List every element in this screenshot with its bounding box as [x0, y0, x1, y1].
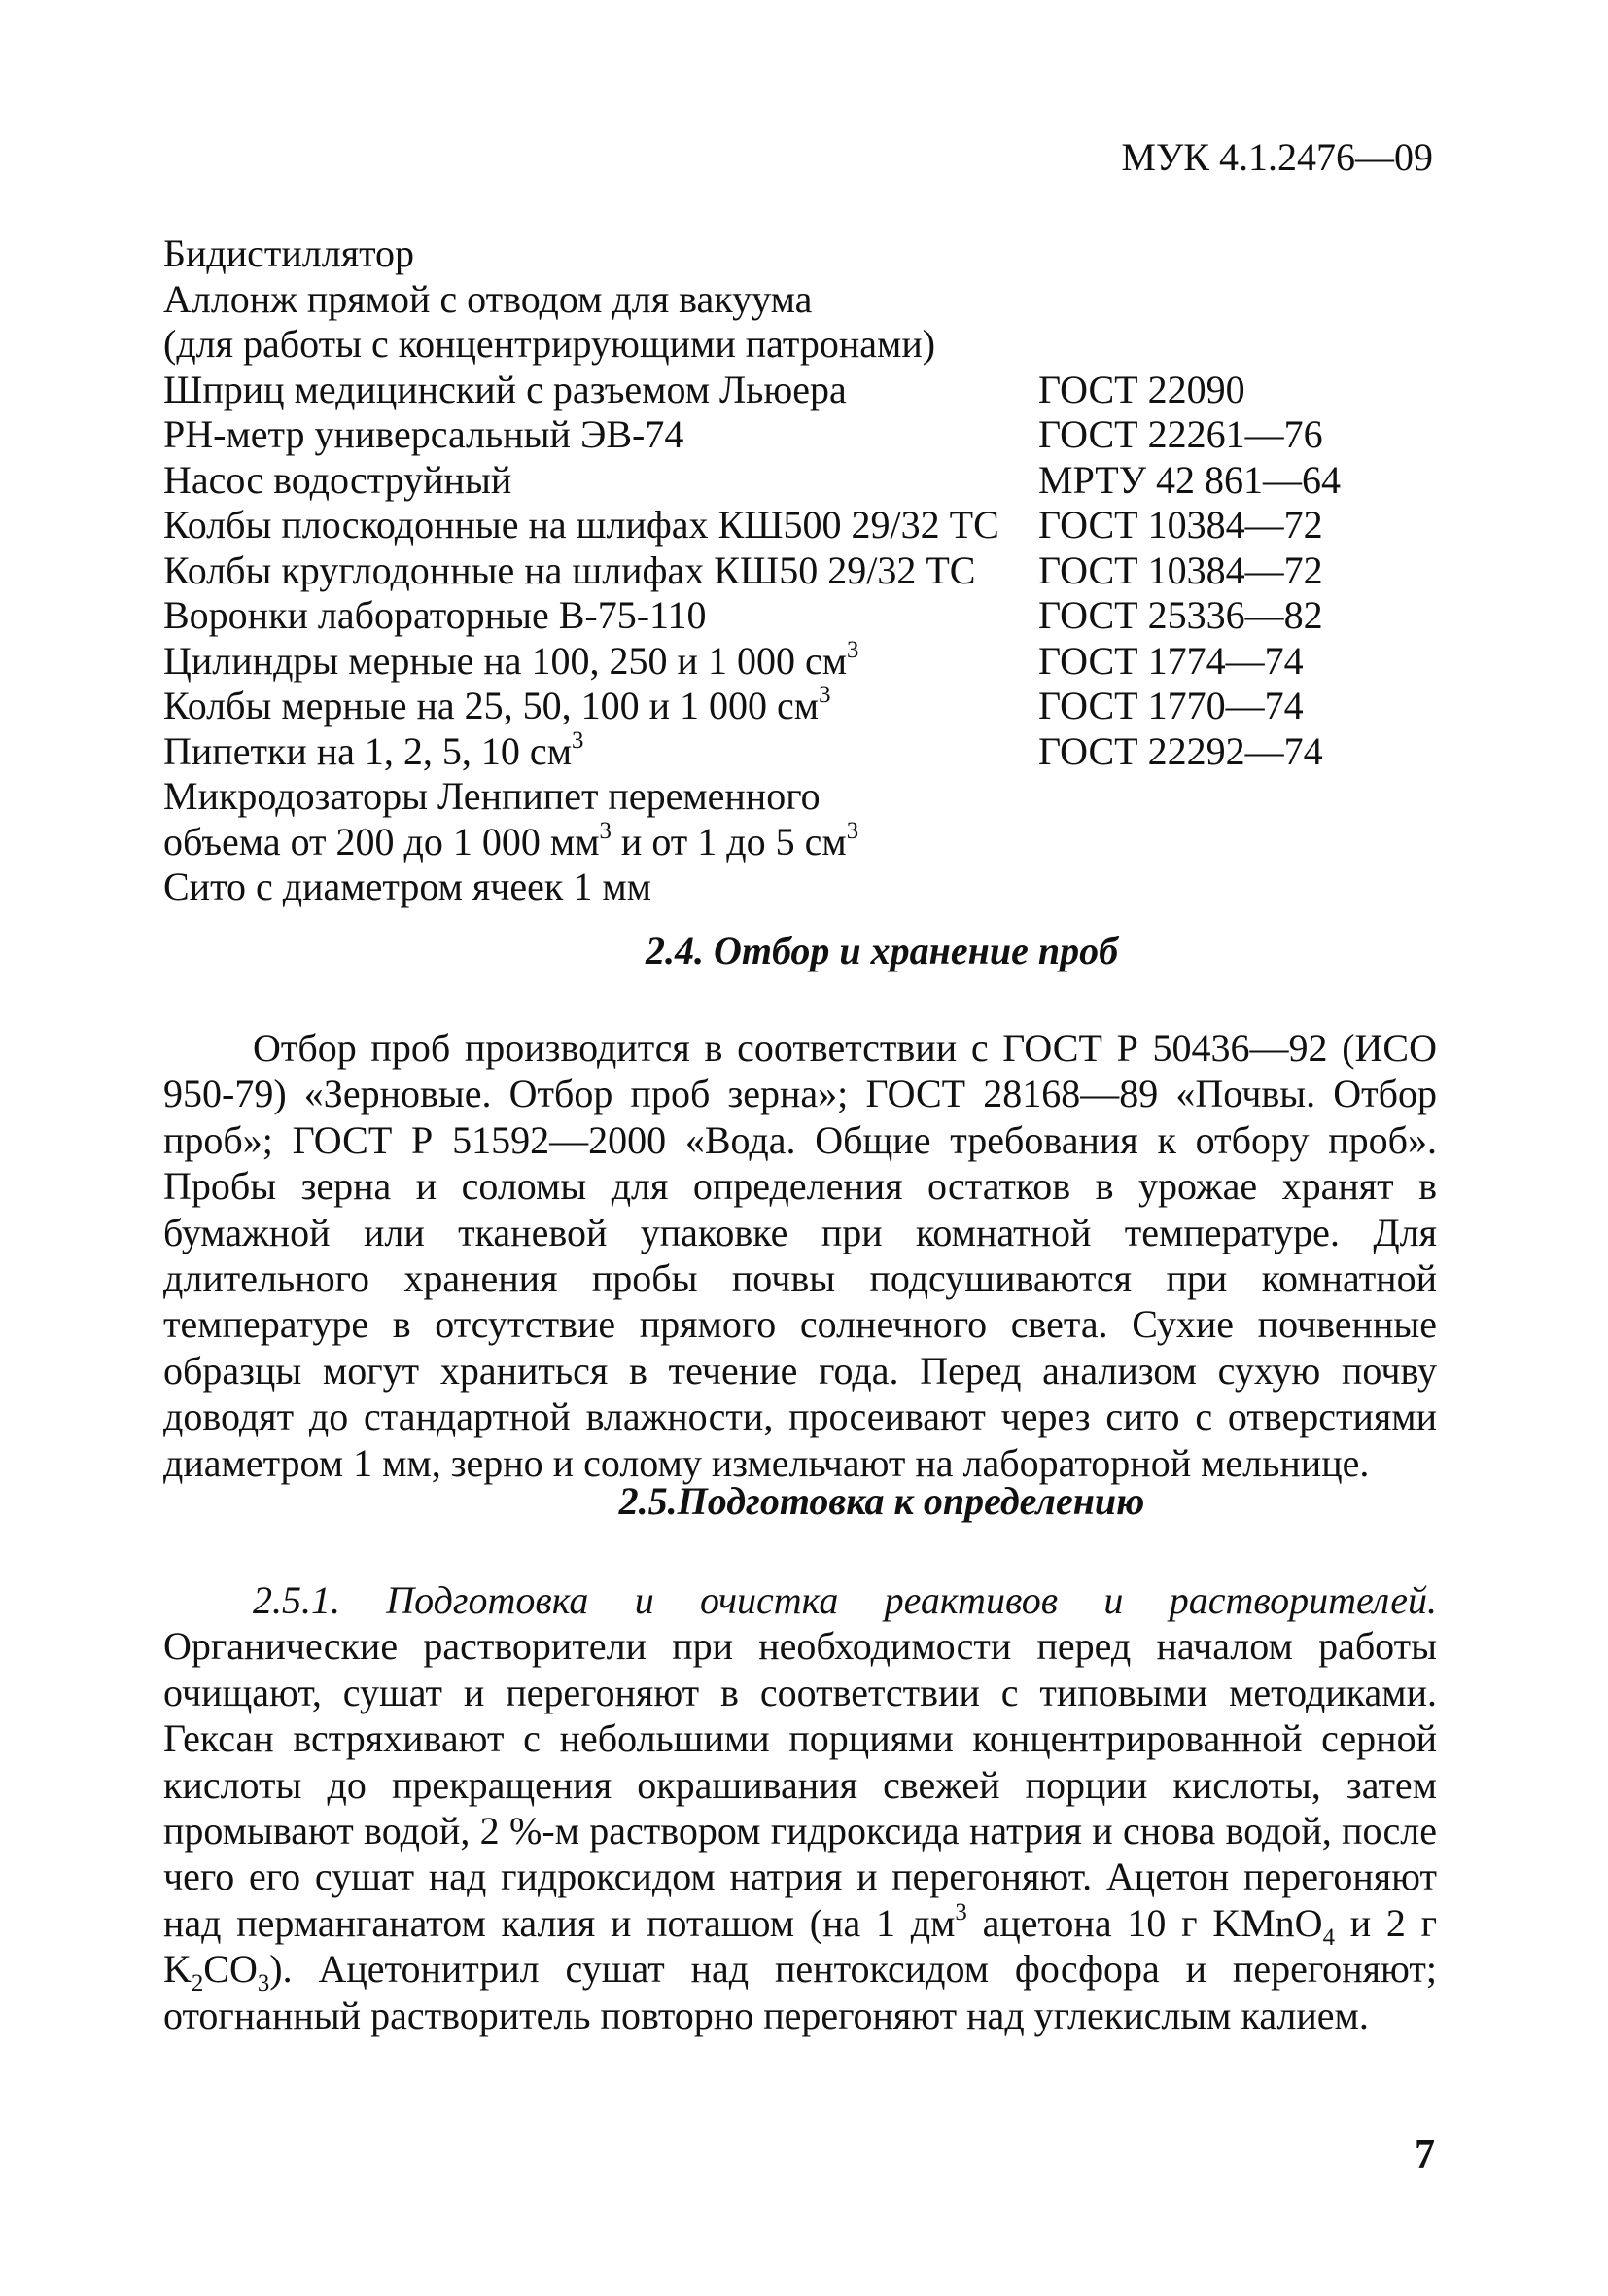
paragraph-text: и 2 г K: [163, 1900, 1437, 1992]
equipment-item: [163, 865, 1427, 910]
section-heading: 2.5.Подготовка к определению: [618, 1479, 1145, 1523]
equipment-name-text: Цилиндры мерные на 100, 250 и 1 000 см: [163, 638, 848, 683]
equipment-item: [163, 726, 1427, 775]
equipment-name: Аллонж прямой с отводом для вакуума: [163, 276, 813, 321]
equipment-standard: ГОСТ 10384—72: [1038, 548, 1323, 592]
equipment-standard: ГОСТ 10384—72: [1038, 503, 1323, 547]
superscript: 3: [846, 817, 859, 844]
equipment-name: (для работы с концентрирующими патронами): [163, 322, 936, 366]
subscript: 3: [257, 1970, 270, 1997]
superscript: 3: [572, 726, 584, 754]
paragraph-text: CO: [203, 1947, 258, 1992]
equipment-name: Шприц медицинский с разъемом Льюера: [163, 367, 847, 411]
equipment-name-text: объема от 200 до 1 000 мм: [163, 819, 600, 864]
subscript: 4: [1322, 1924, 1335, 1951]
equipment-item: [163, 774, 1427, 820]
equipment-standard: ГОСТ 25336—82: [1038, 593, 1323, 637]
equipment-item: [163, 503, 1427, 548]
equipment-name: Колбы плоскодонные на шлифах КШ500 29/32 ТС: [163, 503, 999, 547]
equipment-standard: ГОСТ 1770—74: [1038, 684, 1304, 727]
equipment-name: Сито с диаметром ячеек 1 мм: [163, 865, 651, 908]
equipment-item: [163, 636, 1427, 685]
document-code: МУК 4.1.2476—09: [1121, 135, 1433, 179]
equipment-name-text: Колбы мерные на 25, 50, 100 и 1 000 см: [163, 684, 820, 727]
equipment-name: Бидистиллятор: [163, 231, 415, 275]
equipment-item: [163, 458, 1427, 504]
equipment-standard: ГОСТ 22292—74: [1038, 728, 1323, 773]
superscript: 3: [955, 1899, 967, 1926]
equipment-name: Воронки лабораторные В-75-110: [163, 593, 707, 637]
equipment-standard: ГОСТ 1774—74: [1038, 638, 1304, 683]
equipment-item: [163, 231, 1427, 277]
equipment-name: Микродозаторы Ленпипет переменного: [163, 774, 821, 818]
equipment-name: [163, 636, 859, 684]
equipment-item: [163, 817, 1427, 865]
equipment-item: [163, 368, 1427, 413]
paragraph-text: Органические растворители при необходимости перед началом работы очищают, сушат и перегоняют в соответствии с типовыми методиками. Гексан встряхивают с небольшими порциями концентрированной серной кислоты до прекращения окрашивания свежей порции кислоты, затем промывают водой, 2 %-м раствором гидроксида натрия и снова водой, после чего его сушат над гидроксидом натрия и перегоняют. Ацетон перегоняют над перманганатом калия и поташом (на 1 дм: [163, 1624, 1437, 1945]
equipment-name: [163, 817, 859, 865]
equipment-standard: ГОСТ 22090: [1038, 367, 1245, 411]
equipment-name-text: Пипетки на 1, 2, 5, 10 см: [163, 728, 572, 773]
equipment-item: [163, 412, 1427, 458]
superscript: 3: [819, 682, 831, 709]
equipment-name: Колбы круглодонные на шлифах КШ50 29/32 ТС: [163, 548, 976, 592]
equipment-name: PH-метр универсальный ЭВ-74: [163, 412, 684, 456]
equipment-standard: ГОСТ 22261—76: [1038, 412, 1323, 456]
equipment-item: [163, 548, 1427, 594]
equipment-standard: МРТУ 42 861—64: [1038, 457, 1342, 502]
equipment-name: Насос водоструйный: [163, 457, 512, 502]
equipment-name-text: и от 1 до 5 см: [611, 819, 847, 864]
equipment-list: [163, 231, 1427, 910]
superscript: 3: [847, 636, 859, 663]
equipment-item: [163, 593, 1427, 639]
equipment-item: [163, 322, 1427, 368]
page-number: 7: [1415, 2133, 1435, 2177]
equipment-item: [163, 684, 1427, 729]
equipment-name: [163, 726, 584, 774]
equipment-item: [163, 277, 1427, 323]
subscript: 2: [191, 1970, 204, 1997]
paragraph-text: ). Ацетонитрил сушат над пентоксидом фосфора и перегоняют; отогнанный растворитель повторно перегоняют над углекислым калием.: [163, 1947, 1437, 2037]
paragraph-text: ацетона 10 г KMnO: [966, 1900, 1323, 1945]
paragraph: [163, 1577, 1437, 2038]
section-heading: 2.4. Отбор и хранение проб: [645, 929, 1119, 972]
paragraph: Отбор проб производится в соответствии с ГОСТ Р 50436—92 (ИСО 950-79) «Зерновые. Отбор проб зерна»; ГОСТ 28168—89 «Почвы. Отбор проб»; ГОСТ Р 51592—2000 «Вода. Общие требования к отбору проб». Пробы зерна и соломы для определения остатков в урожае хранят в бумажной или тканевой упаковке при комнатной температуре. Для длительного хранения пробы почвы подсушиваются при комнатной температуре в отсутствие прямого солнечного света. Сухие почвенные образцы могут храниться в течение года. Перед анализом сухую почву доводят до стандартной влажности, просеивают через сито с отверстиями диаметром 1 мм, зерно и солому измельчают на лабораторной мельнице.: [163, 1026, 1437, 1485]
superscript: 3: [599, 817, 612, 844]
subsection-heading: 2.5.1. Подготовка и очистка реактивов и растворителей.: [253, 1578, 1437, 1622]
equipment-name: [163, 684, 831, 728]
